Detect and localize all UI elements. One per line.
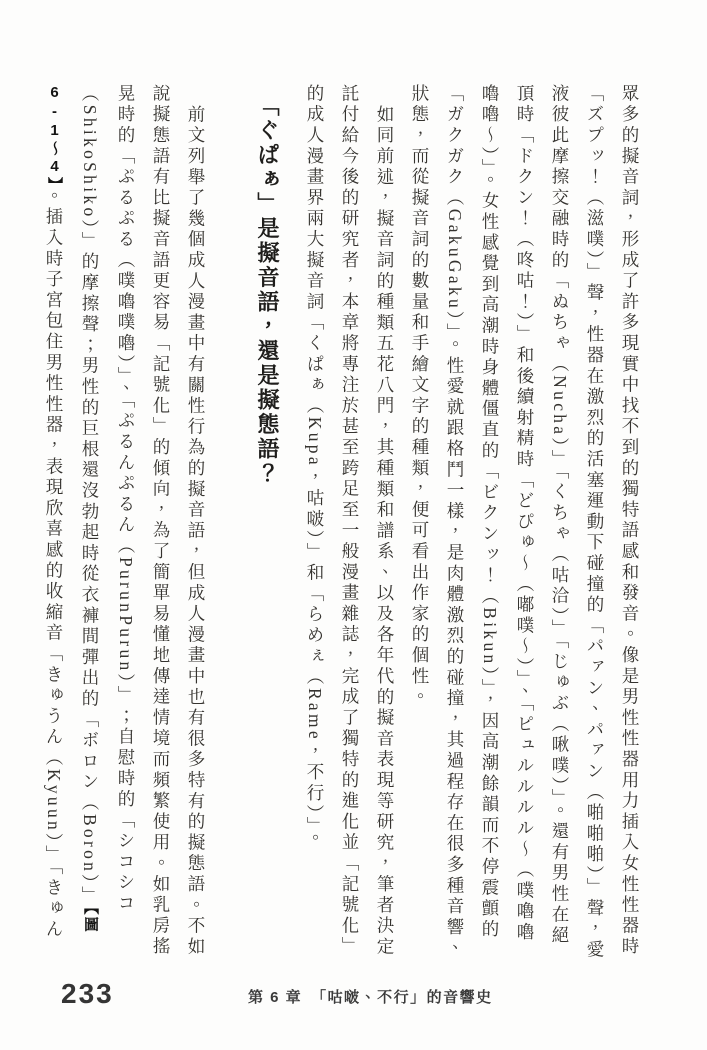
page-number: 233 (61, 978, 114, 1009)
body-paragraph-3 (36, 84, 213, 962)
paragraph-text-after-figure-ref: 。插入時子宮包住男性性器，表現欣喜感的收縮音「きゅうん（Kyuun）」「きゅん (44, 186, 64, 941)
figure-reference: 【圖6-1～4】 (46, 84, 99, 934)
running-title: 第 6 章 「咕啵、不行」的音響史 (248, 989, 493, 1006)
body-paragraph-2: 如同前述，擬音詞的種類五花八門，其種類和譜系、以及各年代的擬音表現等研究，筆者決定託付給今後的研究者，本章將專注於甚至跨足至一般漫畫雜誌，完成了獨特的進化並「記號化」的成人漫畫界兩大擬音詞「くぱぁ（Kupa，咕啵）」和「らめぇ（Rame，不行）」。 (305, 84, 395, 958)
body-paragraph-1: 眾多的擬音詞，形成了許多現實中找不到的獨特語感和發音。像是男性性器用力插入女性性器時「ズプッ！（滋噗）」聲，性器在激烈的活塞運動下碰撞的「パァン、パァン（啪啪啪）」聲，愛液彼此摩擦交融時的「ぬちゃ（Nucha）」「くちゃ（咕洽）」「じゅぶ（啾噗）」。還有男性在絕頂時「ドクン！（咚咕！）」和後續射精時「どぴゅ～（嘟噗～）」、「ピュルルルル～（噗嚕嚕嚕嚕～）」。女性感覺到高潮時身體僵直的「ビクンッ！（Bikun）」，因高潮餘韻而不停震顫的「ガクガク（GakuGaku）」。性愛就跟格鬥一樣，是肉體激烈的碰撞，其過程存在很多種音響、狀態，而從擬音詞的數量和手繪文字的種類，便可看出作家的個性。 (410, 84, 640, 961)
vertical-text-block (36, 84, 647, 962)
section-heading: 「ぐぱぁ」是擬音語，還是擬態語？ (255, 94, 280, 486)
paragraph-text-before-figure-ref: 前文列舉了幾個成人漫畫中有關性行為的擬音語，但成人漫畫中也有很多特有的擬態語。不如說擬態語有比擬音語更容易「記號化」的傾向，為了簡單易懂地傳達情境而頻繁使用。如乳房搖晃時的「ぷるぷる（噗嚕噗嚕）」、「ぷるんぷるん（PurunPurun）」；自慰時的「シコシコ（ShikoShiko）」的摩擦聲；男性的巨根還沒勃起時從衣褲間彈出的「ボロン（Boron）」 (80, 84, 206, 958)
